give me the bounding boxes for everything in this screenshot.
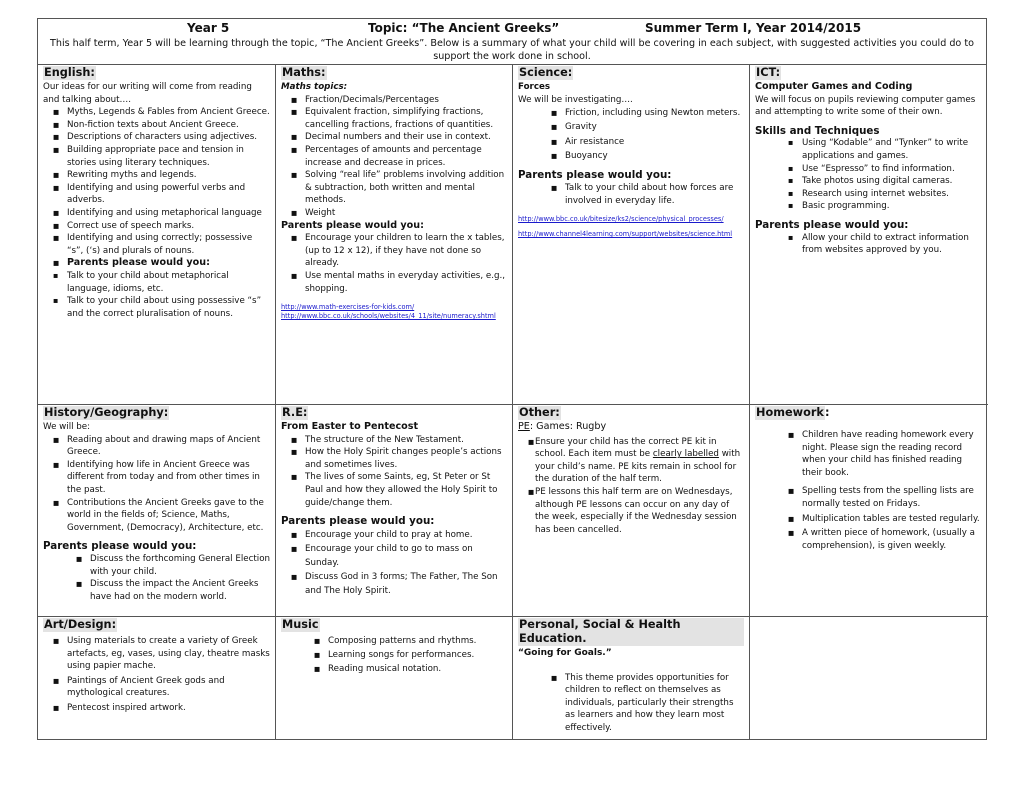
list-item: ▪ Take photos using digital cameras. — [755, 175, 983, 188]
re-cell — [276, 405, 513, 617]
list-item: ▪ Using “Kodable” and “Tynker” to write applications and games. — [755, 137, 983, 162]
history-parents-list — [43, 553, 270, 603]
list-item: ■ Multiplication tables are tested regularly. — [755, 513, 983, 526]
science-link-2[interactable]: http://www.channel4learning.com/support/websites/science.html — [518, 230, 733, 239]
other-heading: Other: — [519, 406, 560, 419]
pe-text: : Games: Rugby — [529, 421, 607, 432]
list-item: ■ Identifying and using metaphorical language — [43, 207, 270, 220]
list-item: ■ Talk to your child about how forces are involved in everyday life. — [518, 182, 744, 207]
english-heading: English: — [44, 66, 95, 79]
topic-title: Topic: “The Ancient Greeks” — [368, 21, 560, 35]
list-item: ■ The lives of some Saints, eg, St Peter or St Paul and how they allowed the Holy Spirit to guide/change them. — [281, 471, 507, 509]
music-heading: Music — [282, 618, 319, 631]
english-list — [43, 106, 270, 270]
list-item: ■ Use mental maths in everyday activities, e.g., shopping. — [281, 270, 507, 295]
re-parents-heading: Parents please would you: — [281, 515, 435, 528]
maths-cell — [276, 65, 513, 405]
maths-heading: Maths: — [282, 66, 326, 79]
homework-heading-line: Homework: — [756, 406, 830, 419]
art-heading: Art/Design: — [44, 618, 117, 631]
history-list — [43, 434, 270, 535]
list-item: ■ Decimal numbers and their use in context. — [281, 131, 507, 144]
ict-parents-list — [755, 232, 983, 257]
science-subtitle: Forces — [518, 82, 551, 92]
maths-link-1[interactable]: http://www.math-exercises-for-kids.com/ — [281, 303, 415, 312]
list-item: ■ Reading musical notation. — [281, 662, 507, 676]
topic-overview-sheet — [37, 18, 987, 740]
list-item: ■ Discuss the impact the Ancient Greeks have had on the modern world. — [43, 578, 270, 603]
ict-heading: ICT: — [756, 66, 781, 79]
list-item: ■ The structure of the New Testament. — [281, 434, 507, 447]
history-geography-cell — [38, 405, 276, 617]
re-heading: R.E: — [282, 406, 308, 419]
list-item: ■ Reading about and drawing maps of Ancient Greece. — [43, 434, 270, 459]
list-item: ▪ Talk to your child about metaphorical language, idioms, etc. — [43, 270, 270, 295]
art-design-cell — [38, 617, 276, 739]
list-item: ■ Composing patterns and rhythms. — [281, 634, 507, 648]
list-item: ■ Descriptions of characters using adjectives. — [43, 131, 270, 144]
history-heading: History/Geography: — [44, 406, 169, 419]
subject-grid — [38, 65, 986, 739]
art-list — [43, 635, 270, 715]
header-intro: This half term, Year 5 will be learning through the topic, “The Ancient Greeks”. Below is a summary of what your child will be covering in each subject, with suggested activities you could do to support the work done in school. — [50, 38, 974, 62]
list-item: ■ Pentecost inspired artwork. — [43, 702, 270, 715]
homework-cell — [750, 405, 988, 617]
pshe-list — [518, 672, 744, 735]
term-label: Summer Term I, Year 2014/2015 — [645, 21, 862, 35]
list-item: ■ Equivalent fraction, simplifying fractions, cancelling fractions, fractions of quantities. — [281, 106, 507, 131]
ict-subtitle-1: Computer Games and Coding — [755, 81, 913, 92]
list-item: ■ Percentages of amounts and percentage increase and decrease in prices. — [281, 144, 507, 169]
list-item: ■ Using materials to create a variety of Greek artefacts, eg, vases, using clay, theatre masks using papier mache. — [43, 635, 270, 673]
pe-line — [518, 421, 744, 434]
list-item: ■ Encourage your child to go to mass on Sunday. — [281, 542, 507, 570]
science-cell — [513, 65, 750, 405]
list-item: ▪ Use “Espresso” to find information. — [755, 163, 983, 176]
re-list — [281, 434, 507, 510]
science-list — [518, 106, 744, 163]
ict-intro: We will focus on pupils reviewing computer games and attempting to write some of their own. — [755, 94, 976, 118]
list-item: ■ Paintings of Ancient Greek gods and mythological creatures. — [43, 675, 270, 700]
empty-cell — [750, 617, 988, 739]
re-parents-list — [281, 528, 507, 598]
list-item: ■ Buoyancy — [518, 149, 744, 163]
list-item: ▪ Talk to your child about using possessive “s” and the correct pluralisation of nouns. — [43, 295, 270, 320]
music-cell — [276, 617, 513, 739]
maths-parents-list — [281, 232, 507, 295]
english-intro: Our ideas for our writing will come from reading and talking about…. — [43, 82, 252, 105]
science-link-1[interactable]: http://www.bbc.co.uk/bitesize/ks2/science/physical_processes/ — [518, 215, 724, 224]
pshe-heading: Personal, Social & Health Education. — [518, 618, 744, 646]
list-item: ■ Discuss the forthcoming General Election with your child. — [43, 553, 270, 578]
list-item: ■ Friction, including using Newton meters. — [518, 106, 744, 120]
history-intro: We will be: — [43, 422, 91, 432]
list-item: ▪ Research using internet websites. — [755, 188, 983, 201]
list-item: ▪ Allow your child to extract information from websites approved by you. — [755, 232, 983, 257]
other-cell — [513, 405, 750, 617]
list-item: ■ Learning songs for performances. — [281, 648, 507, 662]
music-list — [281, 634, 507, 676]
list-item: ■ Encourage your child to pray at home. — [281, 528, 507, 542]
list-item: ▪ Basic programming. — [755, 200, 983, 213]
science-parents-heading: Parents please would you: — [518, 169, 672, 182]
science-heading: Science: — [519, 66, 573, 79]
list-item: ■ Encourage your children to learn the x tables, (up to 12 x 12), if they have not done so already. — [281, 232, 507, 270]
history-parents-heading: Parents please would you: — [43, 540, 197, 553]
sheet-header — [38, 19, 986, 65]
homework-list — [755, 429, 983, 552]
list-item: ■ PE lessons this half term are on Wednesdays, although PE lessons can occur on any day of the week, especially if the Wednesday session has been cancelled. — [518, 486, 744, 536]
list-item: ■ Discuss God in 3 forms; The Father, The Son and The Holy Spirit. — [281, 570, 507, 598]
english-parents-heading: ■ Parents please would you: — [43, 257, 270, 270]
list-item: ■ Fraction/Decimals/Percentages — [281, 94, 507, 107]
list-item: ■ Myths, Legends & Fables from Ancient Greece. — [43, 106, 270, 119]
list-item: ■ Gravity — [518, 120, 744, 134]
other-list — [518, 436, 744, 537]
list-item: ■ Identifying how life in Ancient Greece was different from today and from other times in the past. — [43, 459, 270, 497]
list-item: ■ Contributions the Ancient Greeks gave to the world in the fields of; Science, Maths, Government, (Democracy), Architecture, etc. — [43, 497, 270, 535]
list-item: ■ Identifying and using correctly; possessive “s”, (‘s) and plurals of nouns. — [43, 232, 270, 257]
list-item: ■ A written piece of homework, (usually a comprehension), is given weekly. — [755, 527, 983, 552]
year-label: Year 5 — [187, 21, 230, 35]
pshe-cell — [513, 617, 750, 739]
english-cell — [38, 65, 276, 405]
list-item: ■ Weight — [281, 207, 507, 220]
list-item: ■ Correct use of speech marks. — [43, 220, 270, 233]
ict-cell — [750, 65, 988, 405]
science-intro: We will be investigating…. — [518, 94, 633, 105]
maths-subtitle: Maths topics: — [281, 82, 348, 92]
maths-parents-heading: Parents please would you: — [281, 219, 424, 231]
maths-link-2[interactable]: http://www.bbc.co.uk/schools/websites/4_11/site/numeracy.shtml — [281, 312, 496, 321]
list-item: ■ Spelling tests from the spelling lists are normally tested on Fridays. — [755, 485, 983, 510]
header-row — [38, 21, 986, 37]
list-item: ■ Non-fiction texts about Ancient Greece. — [43, 119, 270, 132]
list-item: ■ Building appropriate pace and tension in stories using literary techniques. — [43, 144, 270, 169]
list-item: ■ Children have reading homework every night. Please sign the reading record when your child has finished reading their book. — [755, 429, 983, 479]
ict-parents-heading: Parents please would you: — [755, 218, 909, 231]
pe-label: PE — [518, 421, 530, 432]
list-item: ■ This theme provides opportunities for children to reflect on themselves as individuals, particularly their strengths as learners and how they learn most effectively. — [518, 672, 744, 735]
list-item: ■ Solving “real life” problems involving addition & subtraction, both written and mental methods. — [281, 169, 507, 207]
ict-subtitle-2: Skills and Techniques — [755, 124, 880, 137]
list-item: ■ Ensure your child has the correct PE kit in school. Each item must be clearly labelled with your child’s name. PE kits remain in school for the duration of the half term. — [518, 436, 744, 486]
ict-list — [755, 137, 983, 213]
english-parents-list — [43, 270, 270, 320]
list-item: ■ Rewriting myths and legends. — [43, 169, 270, 182]
re-subtitle: From Easter to Pentecost — [281, 421, 419, 432]
maths-list — [281, 94, 507, 220]
clearly-labelled-text: clearly labelled — [652, 449, 719, 460]
list-item: ■ How the Holy Spirit changes people’s actions and sometimes lives. — [281, 446, 507, 471]
science-parents-list — [518, 182, 744, 207]
homework-heading: Homework — [756, 406, 824, 419]
list-item: ■ Identifying and using powerful verbs and adverbs. — [43, 182, 270, 207]
list-item: ■ Air resistance — [518, 135, 744, 149]
pshe-subtitle: “Going for Goals.” — [518, 648, 612, 658]
